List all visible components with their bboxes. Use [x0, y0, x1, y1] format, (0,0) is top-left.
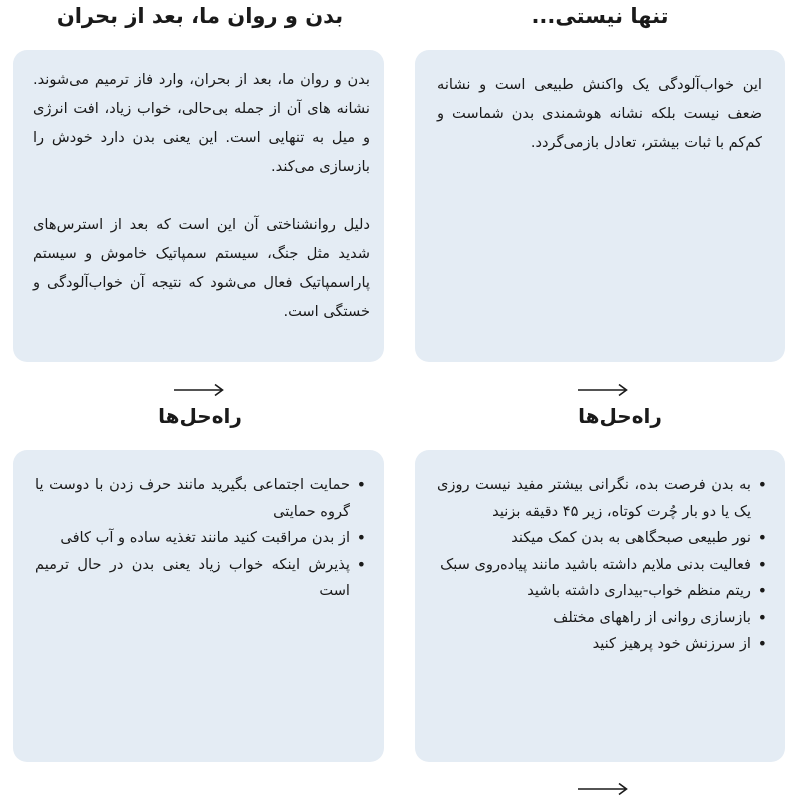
left-solutions-list — [35, 472, 372, 605]
left-info-paragraph-2: دلیل روانشناختی آن این است که بعد از استرس‌های شدید مثل جنگ، سیستم سمپاتیک خاموش و سیستم پاراسمپاتیک فعال می‌شود که نتیجه آن خواب‌آلودگی و خستگی است. — [33, 216, 370, 320]
right-column-title: تنها نیستی... — [531, 4, 669, 28]
left-solutions-card — [13, 450, 384, 762]
list-item: • حمایت اجتماعی بگیرید مانند حرف زدن با دوست یا گروه حمایتی — [35, 472, 350, 525]
left-column-title: بدن و روان ما، بعد از بحران — [56, 4, 344, 28]
left-info-card — [13, 50, 384, 362]
right-info-text: این خواب‌آلودگی یک واکنش طبیعی است و نشانه ضعف نیست بلکه نشانه هوشمندی بدن شماست و کم‌کم با ثبات بیشتر، تعادل بازمی‌گردد. — [437, 76, 762, 151]
list-item: • از سرزنش خود پرهیز کنید — [437, 631, 751, 658]
list-item: • از بدن مراقبت کنید مانند تغذیه ساده و آب کافی — [35, 525, 350, 552]
left-info-paragraph-1: بدن و روان ما، بعد از بحران، وارد فاز ترمیم می‌شوند. نشانه های آن از جمله بی‌حالی، خواب زیاد، افت انرژی و میل به تنهایی است. این یعنی بدن دارد خودش را بازسازی می‌کند. — [33, 71, 370, 175]
list-item: • به بدن فرصت بده، نگرانی بیشتر مفید نیست روزی یک یا دو بار چُرت کوتاه، زیر ۴۵ دقیقه بزنید — [437, 472, 751, 525]
left-arrow-icon — [173, 383, 225, 397]
right-info-card — [415, 50, 785, 362]
list-item: • نور طبیعی صبحگاهی به بدن کمک میکند — [437, 525, 751, 552]
list-item: • بازسازی روانی از راههای مختلف — [437, 605, 751, 632]
list-item: • ریتم منظم خواب-بیداری داشته باشید — [437, 578, 751, 605]
left-solutions-title: راه‌حل‌ها — [158, 404, 242, 428]
bottom-arrow-icon — [577, 782, 629, 796]
list-item: • پذیرش اینکه خواب زیاد یعنی بدن در حال ترمیم است — [35, 552, 350, 605]
right-solutions-list — [437, 472, 773, 658]
right-solutions-title: راه‌حل‌ها — [578, 404, 662, 428]
list-item: • فعالیت بدنی ملایم داشته باشید مانند پیاده‌روی سبک — [437, 552, 751, 579]
right-arrow-icon — [577, 383, 629, 397]
right-solutions-card — [415, 450, 785, 762]
